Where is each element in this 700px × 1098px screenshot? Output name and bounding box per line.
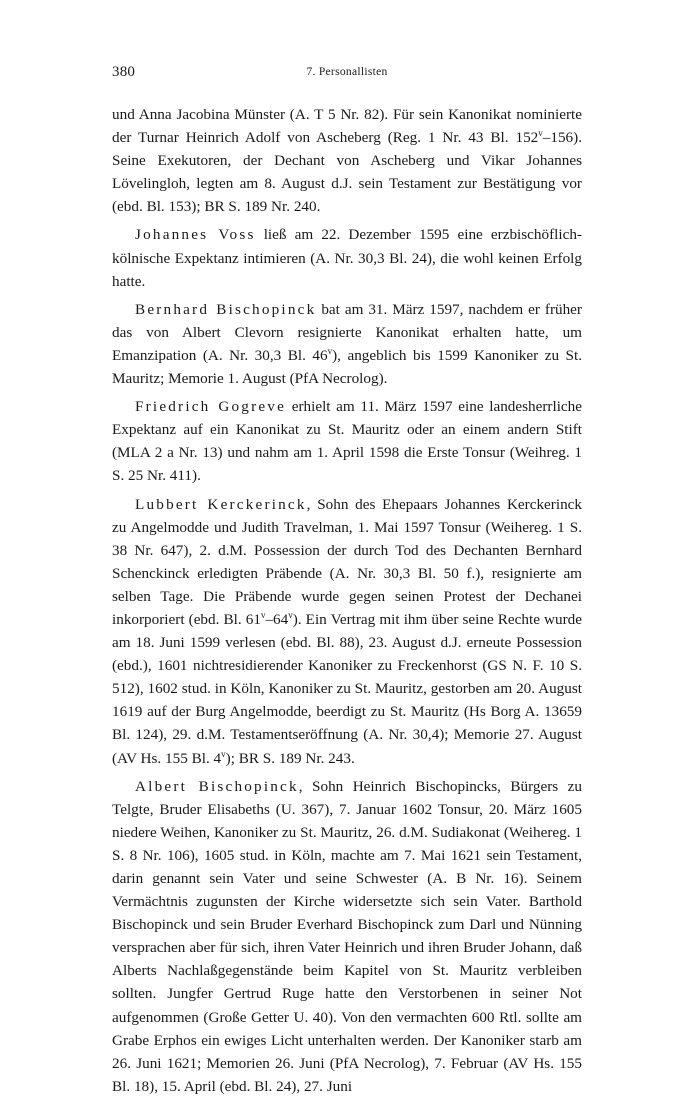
paragraph [112, 223, 582, 292]
folio-superscript: v [221, 748, 226, 759]
paragraph [112, 775, 582, 1098]
text-segment: und Anna Jacobina Münster (A. T 5 Nr. 82). Für sein Kanonikat nominierte der Turnar Heinrich Adolf von Ascheberg (Reg. 1 Nr. 43 Bl. 152 [112, 106, 582, 147]
running-head: 7. Personallisten [306, 66, 388, 78]
person-name: Johannes Voss [135, 226, 256, 244]
person-name: Albert Bischopinck [135, 777, 299, 795]
person-name: Bernhard Bischopinck [135, 300, 317, 318]
text-segment: bat am 31. März 1597, nachdem er früher das von Albert Clevorn resignierte Kanonikat erhalten hatte, um Emanzipation (A. Nr. 30,3 Bl. 46 [112, 300, 582, 364]
text-segment: , Sohn Heinrich Bischopincks, Bürgers zu Telgte, Bruder Elisabeths (U. 367), 7. Januar 1602 Tonsur, 20. März 1605 niedere Weihen, Kanoniker zu St. Mauritz, 26. d.M. Sudiakonat (Weihereg. 1 S. 8 Nr. 106), 1605 stud. in Köln, machte am 7. Mai 1621 sein Testament, darin genannt sein Vater und seine Schwester (A. B Nr. 16). Seinem Vermächtnis zugunsten der Kirche widersetzte sich sein Vater. Barthold Bischopinck und sein Bruder Everhard Bischopinck zum Darl und Nünning versprachen aber für sich, ihren Vater Heinrich und ihren Bruder Johann, daß Alberts Nachlaßgegenstände beim Kapitel von St. Mauritz verbleiben sollten. Jungfer Gertrud Ruge hatte den Verstorbenen in seiner Not aufgenommen (Große Getter U. 40). Von den vermachten 600 Rtl. sollte am Grabe Erphos ein ewiges Licht unterhalten werden. Der Kanoniker starb am 26. Juni 1621; Memorien 26. Juni (PfA Necrolog), 7. Februar (AV Hs. 155 Bl. 18), 15. April (ebd. Bl. 24), 27. Juni [112, 777, 582, 1095]
paragraph [112, 395, 582, 487]
body-text [112, 103, 582, 1098]
document-page [112, 64, 582, 1098]
folio-superscript: v [288, 609, 293, 620]
text-segment: erhielt am 11. März 1597 eine landesherrliche Expektanz auf ein Kanonikat zu St. Mauritz oder an einem andern Stift (MLA 2 a Nr. 13) und nahm am 1. April 1598 die Erste Tonsur (Weihreg. 1 S. 25 Nr. 411). [112, 398, 583, 485]
folio-superscript: v [538, 128, 543, 139]
text-segment: –156). Seine Exekutoren, der Dechant von Ascheberg und Vikar Johannes Lövelingloh, legten am 8. August d.J. sein Testament zur Bestätigung vor (ebd. Bl. 153); BR S. 189 Nr. 240. [112, 129, 582, 216]
paragraph [112, 298, 582, 390]
text-segment: , Sohn des Ehepaars Johannes Kerckerinck zu Angelmodde und Judith Travelman, 1. Mai 1597 Tonsur (Weihereg. 1 S. 38 Nr. 647), 2. d.M. Possession der durch Tod des Dechanten Bernhard Schenckinck erledigten Präbende (A. Nr. 30,3 Bl. 50 f.), resignierte am selben Tage. Die Präbende wurde gegen seinen Protest der Dechanei inkorporiert (ebd. Bl. 61 [112, 495, 582, 628]
person-name: Friedrich Gogreve [135, 398, 287, 416]
text-segment: ), angeblich bis 1599 Kanoniker zu St. Mauritz; Memorie 1. August (PfA Necrolog). [112, 346, 583, 388]
page-header [112, 64, 582, 86]
folio-superscript: v [327, 345, 333, 356]
text-segment: ); BR S. 189 Nr. 243. [225, 749, 355, 767]
text-segment: –64 [265, 610, 289, 628]
page-number: 380 [112, 64, 136, 80]
text-segment: ). Ein Vertrag mit ihm über seine Rechte wurde am 18. Juni 1599 verlesen (ebd. Bl. 88), 23. August d.J. erneute Possession (ebd.), 1601 nichtresidierender Kanoniker zu Freckenhorst (GS N. F. 10 S. 512), 1602 stud. in Köln, Kanoniker zu St. Mauritz, gestorben am 20. August 1619 auf der Burg Angelmodde, beerdigt zu St. Mauritz (Hs Borg A. 13659 Bl. 124), 29. d.M. Testamentseröffnung (A. Nr. 30,4); Memorie 27. August (AV Hs. 155 Bl. 4 [112, 610, 582, 767]
text-segment: ließ am 22. Dezember 1595 eine erzbischöflich-kölnische Expektanz intimieren (A. Nr. 30,3 Bl. 24), die wohl keinen Erfolg hatte. [112, 226, 582, 290]
person-name: Lubbert Kerckerinck [135, 495, 307, 513]
folio-superscript: v [260, 609, 266, 620]
paragraph [112, 103, 582, 218]
paragraph [112, 493, 582, 770]
